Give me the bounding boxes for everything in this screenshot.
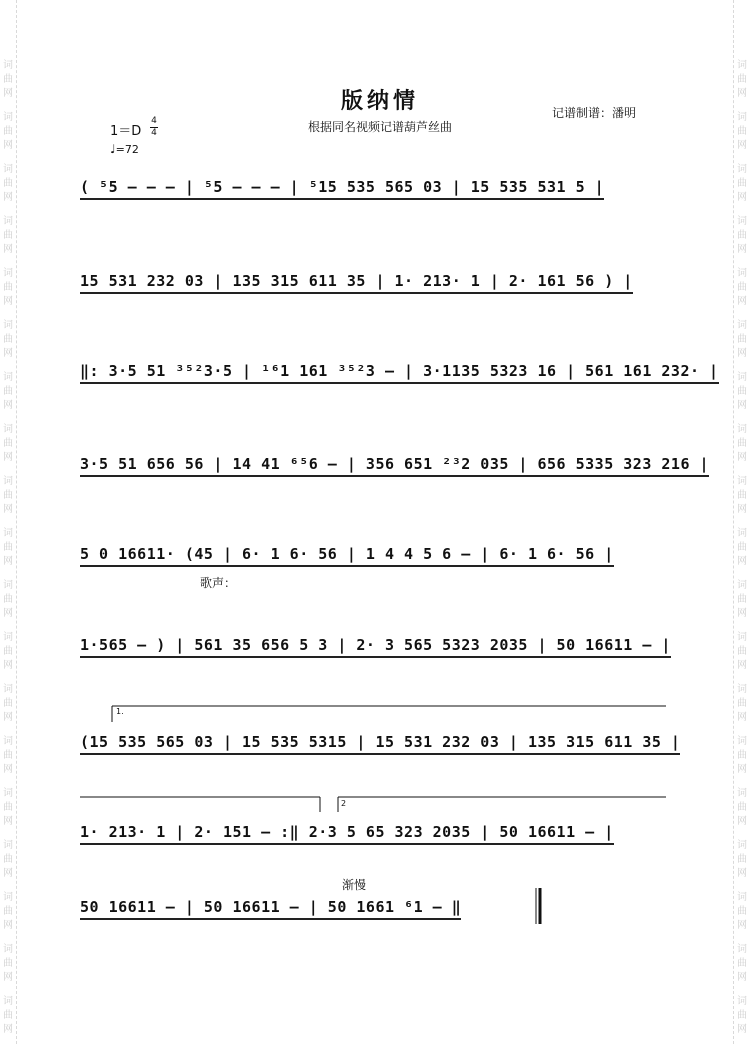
score-row-1 (80, 178, 670, 200)
watermark-glyph: 网 (737, 972, 747, 983)
watermark-glyph: 曲 (3, 230, 13, 241)
watermark-glyph: 词 (737, 684, 747, 695)
score-row-text: (15 535 565 03 | 15 535 5315 | 15 531 232 03 | 135 315 611 35 | (80, 733, 680, 755)
watermark-glyph: 曲 (737, 334, 747, 345)
watermark-glyph: 词 (737, 892, 747, 903)
watermark-glyph: 曲 (737, 230, 747, 241)
watermark-glyph: 网 (737, 556, 747, 567)
watermark-glyph: 词 (3, 944, 13, 955)
watermark-glyph: 词 (737, 580, 747, 591)
watermark-glyph: 曲 (3, 594, 13, 605)
watermark-glyph: 词 (737, 112, 747, 123)
watermark-glyph: 网 (737, 764, 747, 775)
watermark-glyph: 词 (3, 892, 13, 903)
watermark-glyph: 曲 (3, 906, 13, 917)
score-row-text: 15 531 232 03 | 135 315 611 35 | 1· 213· 1 | 2· 161 56 ) | (80, 272, 633, 294)
watermark-glyph: 网 (737, 88, 747, 99)
watermark-glyph: 词 (3, 216, 13, 227)
score-row-text: ( ⁵5 – – – | ⁵5 – – – | ⁵15 535 565 03 | 15 535 531 5 | (80, 178, 604, 200)
lyric-marking: 歌声： (200, 576, 237, 590)
watermark-glyph: 词 (3, 112, 13, 123)
watermark-glyph: 曲 (737, 542, 747, 553)
watermark-glyph: 词 (737, 268, 747, 279)
watermark-glyph: 网 (737, 192, 747, 203)
tempo-marking (110, 142, 139, 156)
watermark-glyph: 词 (3, 164, 13, 175)
score-row-8 (80, 823, 670, 845)
watermark-glyph: 词 (737, 736, 747, 747)
watermark-column-right (733, 0, 750, 1044)
watermark-glyph: 词 (737, 372, 747, 383)
watermark-glyph: 词 (3, 268, 13, 279)
score-row-7 (80, 733, 681, 755)
score-row-text: 3·5 51 656 56 | 14 41 ⁶⁵6 – | 356 651 ²³2 035 | 656 5335 323 216 | (80, 455, 709, 477)
watermark-glyph: 网 (3, 764, 13, 775)
watermark-glyph: 词 (737, 788, 747, 799)
transcriber-credit: 记谱制谱：潘明 (552, 106, 637, 120)
watermark-glyph: 曲 (3, 74, 13, 85)
score-row-4 (80, 455, 710, 477)
watermark-glyph: 网 (3, 1024, 13, 1035)
score-row-6 (80, 636, 670, 658)
watermark-glyph: 曲 (3, 542, 13, 553)
watermark-glyph: 词 (737, 996, 747, 1007)
watermark-glyph: 网 (3, 608, 13, 619)
score-row-text: 50 16611 – | 50 16611 – | 50 1661 ⁶1 – ‖ (80, 898, 461, 920)
score-row-3 (80, 362, 719, 384)
score-row-text: 1·565 – ) | 561 35 656 5 3 | 2· 3 565 5323 2035 | 50 16611 – | (80, 636, 671, 658)
watermark-glyph: 曲 (737, 802, 747, 813)
watermark-glyph: 词 (737, 60, 747, 71)
watermark-glyph: 曲 (3, 698, 13, 709)
watermark-column-left (0, 0, 17, 1044)
watermark-glyph: 词 (3, 476, 13, 487)
score-row-5 (80, 545, 670, 567)
watermark-glyph: 曲 (737, 126, 747, 137)
quarter-note-icon: ♩ (110, 142, 116, 156)
watermark-glyph: 词 (737, 528, 747, 539)
watermark-glyph: 曲 (3, 750, 13, 761)
watermark-glyph: 曲 (3, 386, 13, 397)
watermark-glyph: 网 (3, 400, 13, 411)
watermark-glyph: 词 (3, 684, 13, 695)
watermark-glyph: 网 (3, 140, 13, 151)
score-row-text: 1· 213· 1 | 2· 151 – :‖ 2·3 5 65 323 2035 | 50 16611 – | (80, 823, 614, 845)
volta-1-label: 1. (116, 707, 124, 716)
watermark-glyph: 词 (737, 216, 747, 227)
watermark-glyph: 网 (3, 348, 13, 359)
watermark-glyph: 网 (3, 920, 13, 931)
watermark-glyph: 词 (737, 320, 747, 331)
watermark-glyph: 词 (3, 424, 13, 435)
watermark-glyph: 曲 (737, 958, 747, 969)
watermark-glyph: 网 (3, 868, 13, 879)
watermark-glyph: 曲 (737, 698, 747, 709)
watermark-glyph: 网 (3, 972, 13, 983)
watermark-glyph: 词 (3, 996, 13, 1007)
watermark-glyph: 网 (737, 140, 747, 151)
watermark-glyph: 词 (3, 580, 13, 591)
watermark-glyph: 曲 (3, 802, 13, 813)
watermark-glyph: 词 (3, 528, 13, 539)
page-subtitle: 根据同名视频记谱葫芦丝曲 (307, 120, 452, 134)
watermark-glyph: 网 (3, 504, 13, 515)
watermark-glyph: 曲 (737, 594, 747, 605)
watermark-glyph: 网 (3, 452, 13, 463)
watermark-glyph: 曲 (737, 282, 747, 293)
watermark-glyph: 网 (737, 348, 747, 359)
watermark-glyph: 网 (3, 88, 13, 99)
score-row-2 (80, 272, 670, 294)
watermark-glyph: 网 (3, 296, 13, 307)
watermark-glyph: 曲 (3, 334, 13, 345)
watermark-glyph: 网 (3, 816, 13, 827)
watermark-glyph: 曲 (737, 74, 747, 85)
watermark-glyph: 网 (737, 660, 747, 671)
tempo-change-marking: 渐慢 (342, 878, 367, 892)
watermark-glyph: 曲 (3, 178, 13, 189)
watermark-glyph: 曲 (3, 1010, 13, 1021)
watermark-glyph: 曲 (737, 646, 747, 657)
watermark-glyph: 曲 (3, 958, 13, 969)
watermark-glyph: 词 (737, 164, 747, 175)
watermark-glyph: 词 (3, 840, 13, 851)
watermark-glyph: 网 (737, 712, 747, 723)
watermark-glyph: 网 (3, 712, 13, 723)
time-signature (150, 117, 158, 138)
watermark-glyph: 网 (3, 244, 13, 255)
watermark-glyph: 词 (737, 944, 747, 955)
watermark-glyph: 曲 (737, 854, 747, 865)
watermark-glyph: 曲 (737, 750, 747, 761)
watermark-glyph: 曲 (3, 854, 13, 865)
watermark-glyph: 曲 (737, 386, 747, 397)
watermark-glyph: 词 (3, 788, 13, 799)
page-title: 版纳情 (340, 88, 419, 114)
watermark-glyph: 词 (737, 424, 747, 435)
watermark-glyph: 词 (737, 840, 747, 851)
watermark-glyph: 网 (737, 868, 747, 879)
watermark-glyph: 网 (737, 504, 747, 515)
watermark-glyph: 曲 (3, 282, 13, 293)
watermark-glyph: 曲 (737, 906, 747, 917)
watermark-glyph: 词 (3, 632, 13, 643)
watermark-glyph: 网 (737, 244, 747, 255)
volta-2-label: 2 (341, 799, 347, 808)
watermark-glyph: 网 (737, 920, 747, 931)
watermark-glyph: 网 (3, 556, 13, 567)
watermark-glyph: 词 (737, 476, 747, 487)
watermark-glyph: 曲 (737, 178, 747, 189)
watermark-glyph: 曲 (3, 490, 13, 501)
watermark-glyph: 网 (3, 660, 13, 671)
watermark-glyph: 曲 (3, 646, 13, 657)
score-row-text: ‖: 3·5 51 ³⁵²3·5 | ¹⁶1 161 ³⁵²3 – | 3·1135 5323 16 | 561 161 232· | (80, 362, 719, 384)
watermark-glyph: 词 (3, 736, 13, 747)
watermark-glyph: 曲 (3, 126, 13, 137)
watermark-glyph: 网 (3, 192, 13, 203)
watermark-glyph: 网 (737, 816, 747, 827)
watermark-glyph: 网 (737, 452, 747, 463)
watermark-glyph: 曲 (737, 1010, 747, 1021)
key-signature: 1＝D (110, 124, 142, 139)
time-signature-bottom: 4 (151, 128, 157, 138)
tempo-value: =72 (115, 143, 139, 156)
watermark-glyph: 词 (3, 320, 13, 331)
time-signature-top: 4 (151, 116, 157, 126)
watermark-glyph: 曲 (737, 490, 747, 501)
watermark-glyph: 词 (3, 60, 13, 71)
watermark-glyph: 网 (737, 1024, 747, 1035)
watermark-glyph: 词 (737, 632, 747, 643)
watermark-glyph: 网 (737, 296, 747, 307)
score-row-9 (80, 898, 670, 920)
watermark-glyph: 网 (737, 608, 747, 619)
watermark-glyph: 词 (3, 372, 13, 383)
watermark-glyph: 网 (737, 400, 747, 411)
watermark-glyph: 曲 (3, 438, 13, 449)
watermark-glyph: 曲 (737, 438, 747, 449)
score-row-text: 5 0 16611· (45 | 6· 1 6· 56 | 1 4 4 5 6 – | 6· 1 6· 56 | (80, 545, 614, 567)
